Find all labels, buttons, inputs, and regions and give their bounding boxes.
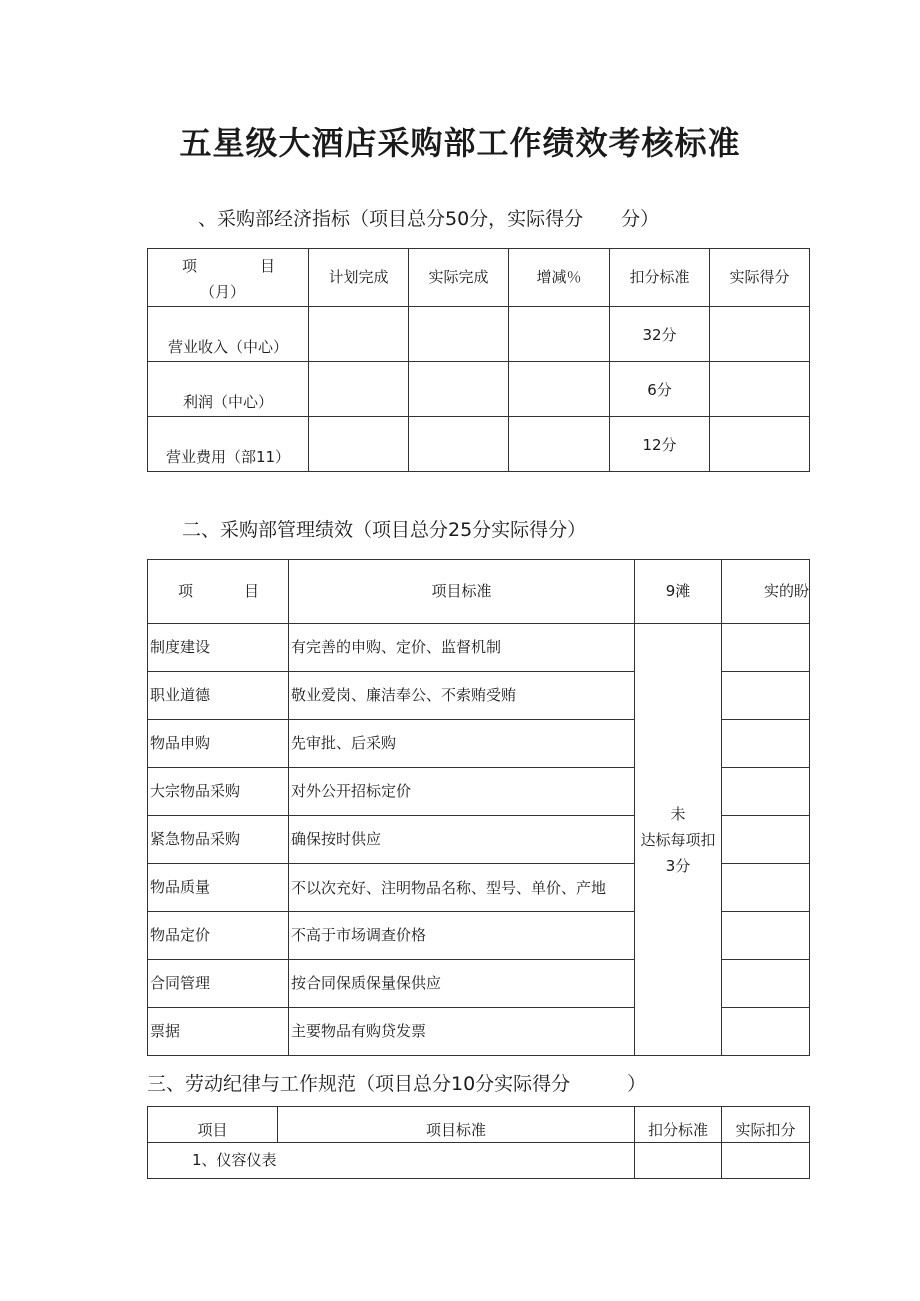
header-deduct: 扣分标准 bbox=[610, 249, 710, 307]
header-standard: 项目标准 bbox=[278, 1107, 635, 1143]
item-cell: 大宗物品采购 bbox=[148, 768, 289, 816]
item-cell: 物品定价 bbox=[148, 912, 289, 960]
header-deduct: 9滩 bbox=[635, 560, 722, 624]
header-actual: 实际完成 bbox=[409, 249, 509, 307]
table-row bbox=[148, 362, 810, 417]
actual-cell[interactable] bbox=[409, 307, 509, 362]
change-cell[interactable] bbox=[509, 307, 610, 362]
standard-cell: 确保按时供应 bbox=[289, 816, 635, 864]
section1-heading: 、采购部经济指标（项目总分50分，实际得分 分） bbox=[198, 208, 660, 230]
change-cell[interactable] bbox=[509, 417, 610, 472]
table-row bbox=[148, 417, 810, 472]
standard-cell: 有完善的申购、定价、监督机制 bbox=[289, 624, 635, 672]
standard-cell: 先审批、后采购 bbox=[289, 720, 635, 768]
item-cell: 职业道德 bbox=[148, 672, 289, 720]
header-score: 实的盼 bbox=[722, 560, 810, 624]
standard-cell: 不高于市场调查价格 bbox=[289, 912, 635, 960]
standard-cell: 对外公开招标定价 bbox=[289, 768, 635, 816]
table-row bbox=[148, 624, 810, 672]
header-item: 项目 bbox=[148, 1107, 278, 1143]
item-cell: 物品质量 bbox=[148, 864, 289, 912]
score-cell[interactable] bbox=[722, 816, 810, 864]
score-cell[interactable] bbox=[722, 1008, 810, 1056]
merged-deduct-line1: 未 bbox=[670, 804, 686, 823]
header-item-label-c: （月） bbox=[200, 283, 246, 301]
header-standard: 项目标准 bbox=[289, 560, 635, 624]
item-cell: 紧急物品采购 bbox=[148, 816, 289, 864]
row-label: 营业费用（部11） bbox=[148, 417, 309, 472]
header-change: 增减％ bbox=[509, 249, 610, 307]
actual-cell[interactable] bbox=[409, 417, 509, 472]
labor-discipline-table bbox=[147, 1106, 810, 1179]
standard-cell: 按合同保质保量保供应 bbox=[289, 960, 635, 1008]
score-cell[interactable] bbox=[722, 912, 810, 960]
actual-cell[interactable] bbox=[409, 362, 509, 417]
table-row bbox=[148, 307, 810, 362]
header-plan: 计划完成 bbox=[309, 249, 409, 307]
score-cell[interactable] bbox=[710, 307, 810, 362]
item-cell: 1、仪容仪表 bbox=[148, 1143, 635, 1179]
score-cell[interactable] bbox=[722, 1143, 810, 1179]
header-item-label-b: 目 bbox=[244, 581, 260, 600]
header-score: 实际扣分 bbox=[722, 1107, 810, 1143]
standard-cell: 主要物品有购贷发票 bbox=[289, 1008, 635, 1056]
plan-cell[interactable] bbox=[309, 307, 409, 362]
deduct-cell[interactable] bbox=[635, 1143, 722, 1179]
item-cell: 票据 bbox=[148, 1008, 289, 1056]
score-cell[interactable] bbox=[722, 720, 810, 768]
score-cell[interactable] bbox=[722, 864, 810, 912]
header-deduct: 扣分标准 bbox=[635, 1107, 722, 1143]
deduct-cell: 32分 bbox=[610, 307, 710, 362]
management-performance-table bbox=[147, 559, 810, 1056]
standard-cell: 敬业爱岗、廉洁奉公、不索贿受贿 bbox=[289, 672, 635, 720]
score-cell[interactable] bbox=[710, 362, 810, 417]
header-item-cell bbox=[148, 560, 289, 624]
score-cell[interactable] bbox=[722, 672, 810, 720]
row-label: 利润（中心） bbox=[148, 362, 309, 417]
item-cell: 物品申购 bbox=[148, 720, 289, 768]
deduct-cell: 6分 bbox=[610, 362, 710, 417]
header-item-label-b: 目 bbox=[260, 257, 276, 275]
header-item-label-a: 项 bbox=[182, 257, 198, 275]
merged-deduct-cell bbox=[635, 624, 722, 1056]
economic-indicators-table bbox=[147, 248, 810, 472]
header-item-label-a: 项 bbox=[178, 581, 194, 600]
score-cell[interactable] bbox=[710, 417, 810, 472]
item-cell: 合同管理 bbox=[148, 960, 289, 1008]
score-cell[interactable] bbox=[722, 624, 810, 672]
plan-cell[interactable] bbox=[309, 362, 409, 417]
standard-cell: 不以次充好、注明物品名称、型号、单价、产地 bbox=[289, 864, 635, 912]
change-cell[interactable] bbox=[509, 362, 610, 417]
plan-cell[interactable] bbox=[309, 417, 409, 472]
page-title: 五星级大酒店采购部工作绩效考核标准 bbox=[179, 124, 741, 162]
header-item-cell bbox=[148, 249, 309, 307]
section2-heading: 二、采购部管理绩效（项目总分25分实际得分） bbox=[182, 519, 587, 541]
score-cell[interactable] bbox=[722, 960, 810, 1008]
table-row bbox=[148, 1143, 810, 1179]
deduct-cell: 12分 bbox=[610, 417, 710, 472]
header-score: 实际得分 bbox=[710, 249, 810, 307]
section3-heading: 三、劳动纪律与工作规范（项目总分10分实际得分 ） bbox=[147, 1073, 647, 1095]
merged-deduct-line2: 达标每项扣 bbox=[640, 830, 716, 849]
row-label: 营业收入（中心） bbox=[148, 307, 309, 362]
score-cell[interactable] bbox=[722, 768, 810, 816]
item-cell: 制度建设 bbox=[148, 624, 289, 672]
merged-deduct-line3: 3分 bbox=[665, 856, 691, 875]
